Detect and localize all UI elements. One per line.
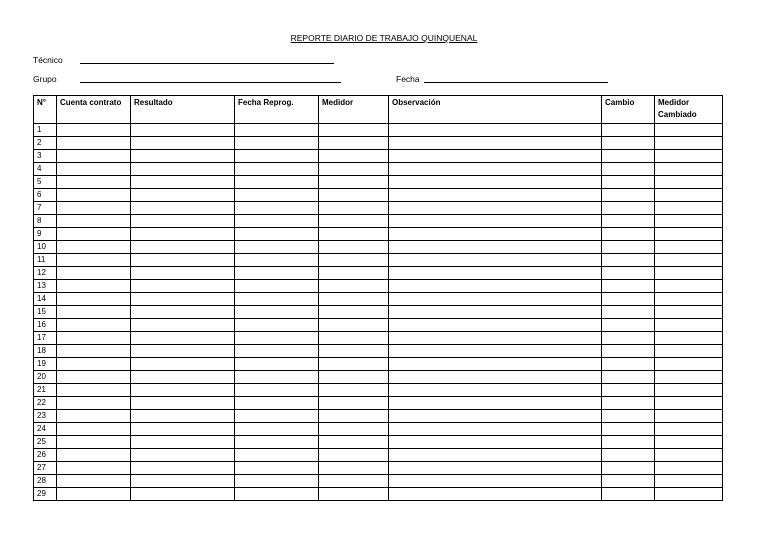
row-number: 15	[34, 306, 57, 319]
table-cell[interactable]	[389, 475, 602, 488]
table-cell[interactable]	[389, 202, 602, 215]
table-row	[34, 410, 723, 423]
table-row	[34, 358, 723, 371]
table-cell[interactable]	[235, 202, 319, 215]
table-cell[interactable]	[131, 215, 235, 228]
row-number: 1	[34, 124, 57, 137]
grupo-label: Grupo	[33, 74, 57, 84]
table-cell[interactable]	[235, 462, 319, 475]
table-cell[interactable]	[655, 319, 723, 332]
table-cell[interactable]	[57, 436, 131, 449]
table-cell[interactable]	[389, 267, 602, 280]
table-cell[interactable]	[602, 306, 655, 319]
table-cell[interactable]	[57, 332, 131, 345]
row-number: 9	[34, 228, 57, 241]
table-row	[34, 306, 723, 319]
table-cell[interactable]	[57, 410, 131, 423]
row-number: 18	[34, 345, 57, 358]
table-cell[interactable]	[131, 475, 235, 488]
table-cell[interactable]	[389, 228, 602, 241]
table-cell[interactable]	[235, 371, 319, 384]
table-cell[interactable]	[319, 410, 389, 423]
table-cell[interactable]	[389, 254, 602, 267]
header-numero: N°	[34, 96, 57, 124]
table-cell[interactable]	[131, 163, 235, 176]
table-cell[interactable]	[131, 488, 235, 501]
table-cell[interactable]	[57, 449, 131, 462]
table-cell[interactable]	[389, 241, 602, 254]
table-cell[interactable]	[131, 293, 235, 306]
table-cell[interactable]	[235, 267, 319, 280]
table-cell[interactable]	[389, 306, 602, 319]
table-row	[34, 228, 723, 241]
table-cell[interactable]	[655, 137, 723, 150]
row-number: 3	[34, 150, 57, 163]
row-number: 2	[34, 137, 57, 150]
table-cell[interactable]	[57, 228, 131, 241]
table-cell[interactable]	[131, 462, 235, 475]
table-cell[interactable]	[655, 488, 723, 501]
table-cell[interactable]	[602, 280, 655, 293]
table-cell[interactable]	[235, 176, 319, 189]
table-cell[interactable]	[319, 254, 389, 267]
table-cell[interactable]	[131, 410, 235, 423]
table-cell[interactable]	[602, 384, 655, 397]
table-cell[interactable]	[235, 384, 319, 397]
row-number: 16	[34, 319, 57, 332]
row-number: 10	[34, 241, 57, 254]
table-cell[interactable]	[235, 332, 319, 345]
table-cell[interactable]	[319, 189, 389, 202]
table-cell[interactable]	[602, 358, 655, 371]
table-cell[interactable]	[235, 215, 319, 228]
table-cell[interactable]	[319, 280, 389, 293]
table-cell[interactable]	[655, 475, 723, 488]
row-number: 8	[34, 215, 57, 228]
table-cell[interactable]	[655, 293, 723, 306]
table-row	[34, 163, 723, 176]
table-cell[interactable]	[389, 462, 602, 475]
table-cell[interactable]	[235, 423, 319, 436]
header-observacion: Observación	[389, 96, 602, 124]
table-cell[interactable]	[319, 475, 389, 488]
table-cell[interactable]	[389, 189, 602, 202]
table-cell[interactable]	[602, 189, 655, 202]
table-cell[interactable]	[602, 462, 655, 475]
table-cell[interactable]	[131, 345, 235, 358]
table-cell[interactable]	[602, 163, 655, 176]
table-cell[interactable]	[319, 462, 389, 475]
table-cell[interactable]	[602, 332, 655, 345]
row-number: 27	[34, 462, 57, 475]
table-cell[interactable]	[602, 319, 655, 332]
table-cell[interactable]	[235, 163, 319, 176]
table-row	[34, 397, 723, 410]
table-cell[interactable]	[389, 397, 602, 410]
table-row	[34, 345, 723, 358]
table-cell[interactable]	[235, 228, 319, 241]
table-cell[interactable]	[655, 371, 723, 384]
table-row	[34, 176, 723, 189]
table-cell[interactable]	[655, 384, 723, 397]
table-cell[interactable]	[655, 332, 723, 345]
table-cell[interactable]	[57, 280, 131, 293]
table-cell[interactable]	[602, 371, 655, 384]
table-row	[34, 254, 723, 267]
table-row	[34, 267, 723, 280]
table-cell[interactable]	[602, 345, 655, 358]
table-cell[interactable]	[131, 358, 235, 371]
table-cell[interactable]	[57, 215, 131, 228]
table-cell[interactable]	[602, 215, 655, 228]
table-cell[interactable]	[235, 319, 319, 332]
table-cell[interactable]	[602, 436, 655, 449]
table-cell[interactable]	[131, 267, 235, 280]
row-number: 29	[34, 488, 57, 501]
table-row	[34, 215, 723, 228]
table-cell[interactable]	[235, 137, 319, 150]
table-cell[interactable]	[131, 124, 235, 137]
table-cell[interactable]	[319, 137, 389, 150]
table-cell[interactable]	[57, 371, 131, 384]
table-row	[34, 475, 723, 488]
header-medidor-cambiado: Medidor Cambiado	[655, 96, 723, 124]
table-cell[interactable]	[389, 124, 602, 137]
table-cell[interactable]	[131, 280, 235, 293]
row-number: 11	[34, 254, 57, 267]
table-cell[interactable]	[319, 449, 389, 462]
table-cell[interactable]	[319, 202, 389, 215]
table-cell[interactable]	[655, 306, 723, 319]
table-cell[interactable]	[131, 228, 235, 241]
table-row	[34, 280, 723, 293]
table-row	[34, 449, 723, 462]
table-cell[interactable]	[57, 462, 131, 475]
table-header-row	[34, 96, 723, 124]
table-cell[interactable]	[655, 150, 723, 163]
table-body	[34, 124, 723, 501]
table-cell[interactable]	[389, 150, 602, 163]
row-number: 6	[34, 189, 57, 202]
table-row	[34, 202, 723, 215]
table-cell[interactable]	[319, 319, 389, 332]
table-cell[interactable]	[131, 319, 235, 332]
table-cell[interactable]	[655, 410, 723, 423]
table-cell[interactable]	[235, 397, 319, 410]
table-cell[interactable]	[319, 345, 389, 358]
table-cell[interactable]	[389, 137, 602, 150]
table-row	[34, 488, 723, 501]
row-number: 4	[34, 163, 57, 176]
table-cell[interactable]	[389, 384, 602, 397]
table-cell[interactable]	[319, 488, 389, 501]
table-cell[interactable]	[131, 423, 235, 436]
table-cell[interactable]	[57, 293, 131, 306]
table-cell[interactable]	[57, 202, 131, 215]
table-cell[interactable]	[235, 241, 319, 254]
table-row	[34, 124, 723, 137]
table-cell[interactable]	[131, 436, 235, 449]
table-cell[interactable]	[655, 124, 723, 137]
table-cell[interactable]	[319, 176, 389, 189]
table-cell[interactable]	[319, 267, 389, 280]
table-cell[interactable]	[655, 397, 723, 410]
table-cell[interactable]	[389, 176, 602, 189]
table-cell[interactable]	[235, 306, 319, 319]
table-row	[34, 423, 723, 436]
table-cell[interactable]	[655, 267, 723, 280]
table-cell[interactable]	[57, 384, 131, 397]
row-number: 25	[34, 436, 57, 449]
fecha-label: Fecha	[396, 74, 420, 84]
table-cell[interactable]	[389, 215, 602, 228]
table-cell[interactable]	[602, 150, 655, 163]
table-cell[interactable]	[655, 228, 723, 241]
table-cell[interactable]	[602, 267, 655, 280]
table-cell[interactable]	[319, 293, 389, 306]
table-cell[interactable]	[655, 176, 723, 189]
table-cell[interactable]	[57, 241, 131, 254]
table-cell[interactable]	[389, 449, 602, 462]
table-cell[interactable]	[235, 150, 319, 163]
table-cell[interactable]	[602, 488, 655, 501]
table-cell[interactable]	[57, 137, 131, 150]
table-row	[34, 436, 723, 449]
table-cell[interactable]	[235, 124, 319, 137]
table-cell[interactable]	[655, 280, 723, 293]
table-cell[interactable]	[57, 475, 131, 488]
table-cell[interactable]	[602, 228, 655, 241]
row-number: 20	[34, 371, 57, 384]
table-cell[interactable]	[655, 202, 723, 215]
table-cell[interactable]	[389, 423, 602, 436]
header-fecha-reprog: Fecha Reprog.	[235, 96, 319, 124]
row-number: 14	[34, 293, 57, 306]
table-cell[interactable]	[389, 488, 602, 501]
table-cell[interactable]	[57, 254, 131, 267]
table-cell[interactable]	[235, 475, 319, 488]
table-cell[interactable]	[57, 163, 131, 176]
table-cell[interactable]	[602, 410, 655, 423]
header-cuenta-contrato: Cuenta contrato	[57, 96, 131, 124]
table-cell[interactable]	[235, 410, 319, 423]
table-cell[interactable]	[389, 358, 602, 371]
table-cell[interactable]	[131, 384, 235, 397]
row-number: 12	[34, 267, 57, 280]
table-cell[interactable]	[602, 202, 655, 215]
table-cell[interactable]	[131, 241, 235, 254]
row-number: 23	[34, 410, 57, 423]
row-number: 22	[34, 397, 57, 410]
table-cell[interactable]	[389, 345, 602, 358]
table-cell[interactable]	[319, 241, 389, 254]
table-cell[interactable]	[319, 124, 389, 137]
table-cell[interactable]	[655, 462, 723, 475]
table-cell[interactable]	[57, 306, 131, 319]
table-cell[interactable]	[319, 358, 389, 371]
table-cell[interactable]	[57, 488, 131, 501]
table-row	[34, 150, 723, 163]
row-number: 13	[34, 280, 57, 293]
table-cell[interactable]	[319, 332, 389, 345]
table-row	[34, 241, 723, 254]
table-cell[interactable]	[389, 319, 602, 332]
table-cell[interactable]	[602, 241, 655, 254]
table-cell[interactable]	[57, 176, 131, 189]
table-row	[34, 384, 723, 397]
table-cell[interactable]	[655, 423, 723, 436]
table-cell[interactable]	[389, 280, 602, 293]
table-cell[interactable]	[602, 475, 655, 488]
row-number: 7	[34, 202, 57, 215]
table-cell[interactable]	[655, 163, 723, 176]
table-cell[interactable]	[655, 358, 723, 371]
table-cell[interactable]	[319, 306, 389, 319]
table-cell[interactable]	[389, 163, 602, 176]
table-cell[interactable]	[131, 306, 235, 319]
table-cell[interactable]	[57, 345, 131, 358]
table-row	[34, 137, 723, 150]
table-cell[interactable]	[319, 423, 389, 436]
table-cell[interactable]	[319, 228, 389, 241]
table-cell[interactable]	[319, 163, 389, 176]
table-cell[interactable]	[319, 436, 389, 449]
table-cell[interactable]	[319, 215, 389, 228]
table-cell[interactable]	[389, 371, 602, 384]
table-row	[34, 462, 723, 475]
table-cell[interactable]	[57, 358, 131, 371]
table-cell[interactable]	[389, 436, 602, 449]
table-cell[interactable]	[655, 241, 723, 254]
grupo-input-line[interactable]	[80, 82, 341, 83]
table-cell[interactable]	[131, 332, 235, 345]
table-cell[interactable]	[131, 150, 235, 163]
table-cell[interactable]	[57, 124, 131, 137]
table-cell[interactable]	[655, 215, 723, 228]
table-cell[interactable]	[319, 371, 389, 384]
table-cell[interactable]	[655, 254, 723, 267]
table-cell[interactable]	[602, 293, 655, 306]
table-cell[interactable]	[57, 423, 131, 436]
table-cell[interactable]	[655, 449, 723, 462]
table-cell[interactable]	[131, 176, 235, 189]
table-cell[interactable]	[235, 280, 319, 293]
table-cell[interactable]	[235, 293, 319, 306]
table-cell[interactable]	[235, 358, 319, 371]
table-row	[34, 189, 723, 202]
report-title	[0, 33, 768, 44]
table-cell[interactable]	[602, 124, 655, 137]
table-cell[interactable]	[389, 293, 602, 306]
report-table	[33, 95, 723, 501]
table-cell[interactable]	[235, 345, 319, 358]
table-cell[interactable]	[235, 189, 319, 202]
table-cell[interactable]	[131, 397, 235, 410]
tecnico-label: Técnico	[33, 55, 63, 65]
table-cell[interactable]	[235, 449, 319, 462]
table-row	[34, 319, 723, 332]
table-cell[interactable]	[131, 371, 235, 384]
header-cambio: Cambio	[602, 96, 655, 124]
row-number: 21	[34, 384, 57, 397]
table-cell[interactable]	[655, 189, 723, 202]
table-cell[interactable]	[57, 319, 131, 332]
table-cell[interactable]	[235, 436, 319, 449]
table-cell[interactable]	[319, 150, 389, 163]
table-cell[interactable]	[602, 449, 655, 462]
report-title-text: REPORTE DIARIO DE TRABAJO QUINQUENAL	[290, 33, 478, 43]
table-cell[interactable]	[319, 384, 389, 397]
row-number: 24	[34, 423, 57, 436]
table-cell[interactable]	[602, 397, 655, 410]
table-cell[interactable]	[602, 254, 655, 267]
table-row	[34, 332, 723, 345]
row-number: 19	[34, 358, 57, 371]
table-cell[interactable]	[602, 137, 655, 150]
header-resultado: Resultado	[131, 96, 235, 124]
table-cell[interactable]	[57, 150, 131, 163]
tecnico-input-line[interactable]	[80, 63, 334, 64]
table-cell[interactable]	[57, 397, 131, 410]
table-cell[interactable]	[235, 254, 319, 267]
fecha-input-line[interactable]	[424, 82, 608, 83]
table-cell[interactable]	[389, 410, 602, 423]
table-cell[interactable]	[655, 345, 723, 358]
table-cell[interactable]	[235, 488, 319, 501]
table-cell[interactable]	[131, 254, 235, 267]
table-row	[34, 371, 723, 384]
row-number: 5	[34, 176, 57, 189]
table-cell[interactable]	[389, 332, 602, 345]
table-cell[interactable]	[131, 137, 235, 150]
row-number: 17	[34, 332, 57, 345]
table-cell[interactable]	[602, 176, 655, 189]
table-cell[interactable]	[602, 423, 655, 436]
header-medidor: Medidor	[319, 96, 389, 124]
table-cell[interactable]	[655, 436, 723, 449]
row-number: 26	[34, 449, 57, 462]
table-row	[34, 293, 723, 306]
table-cell[interactable]	[57, 189, 131, 202]
row-number: 28	[34, 475, 57, 488]
table-cell[interactable]	[131, 449, 235, 462]
table-cell[interactable]	[131, 202, 235, 215]
table-cell[interactable]	[319, 397, 389, 410]
table-cell[interactable]	[131, 189, 235, 202]
table-cell[interactable]	[57, 267, 131, 280]
